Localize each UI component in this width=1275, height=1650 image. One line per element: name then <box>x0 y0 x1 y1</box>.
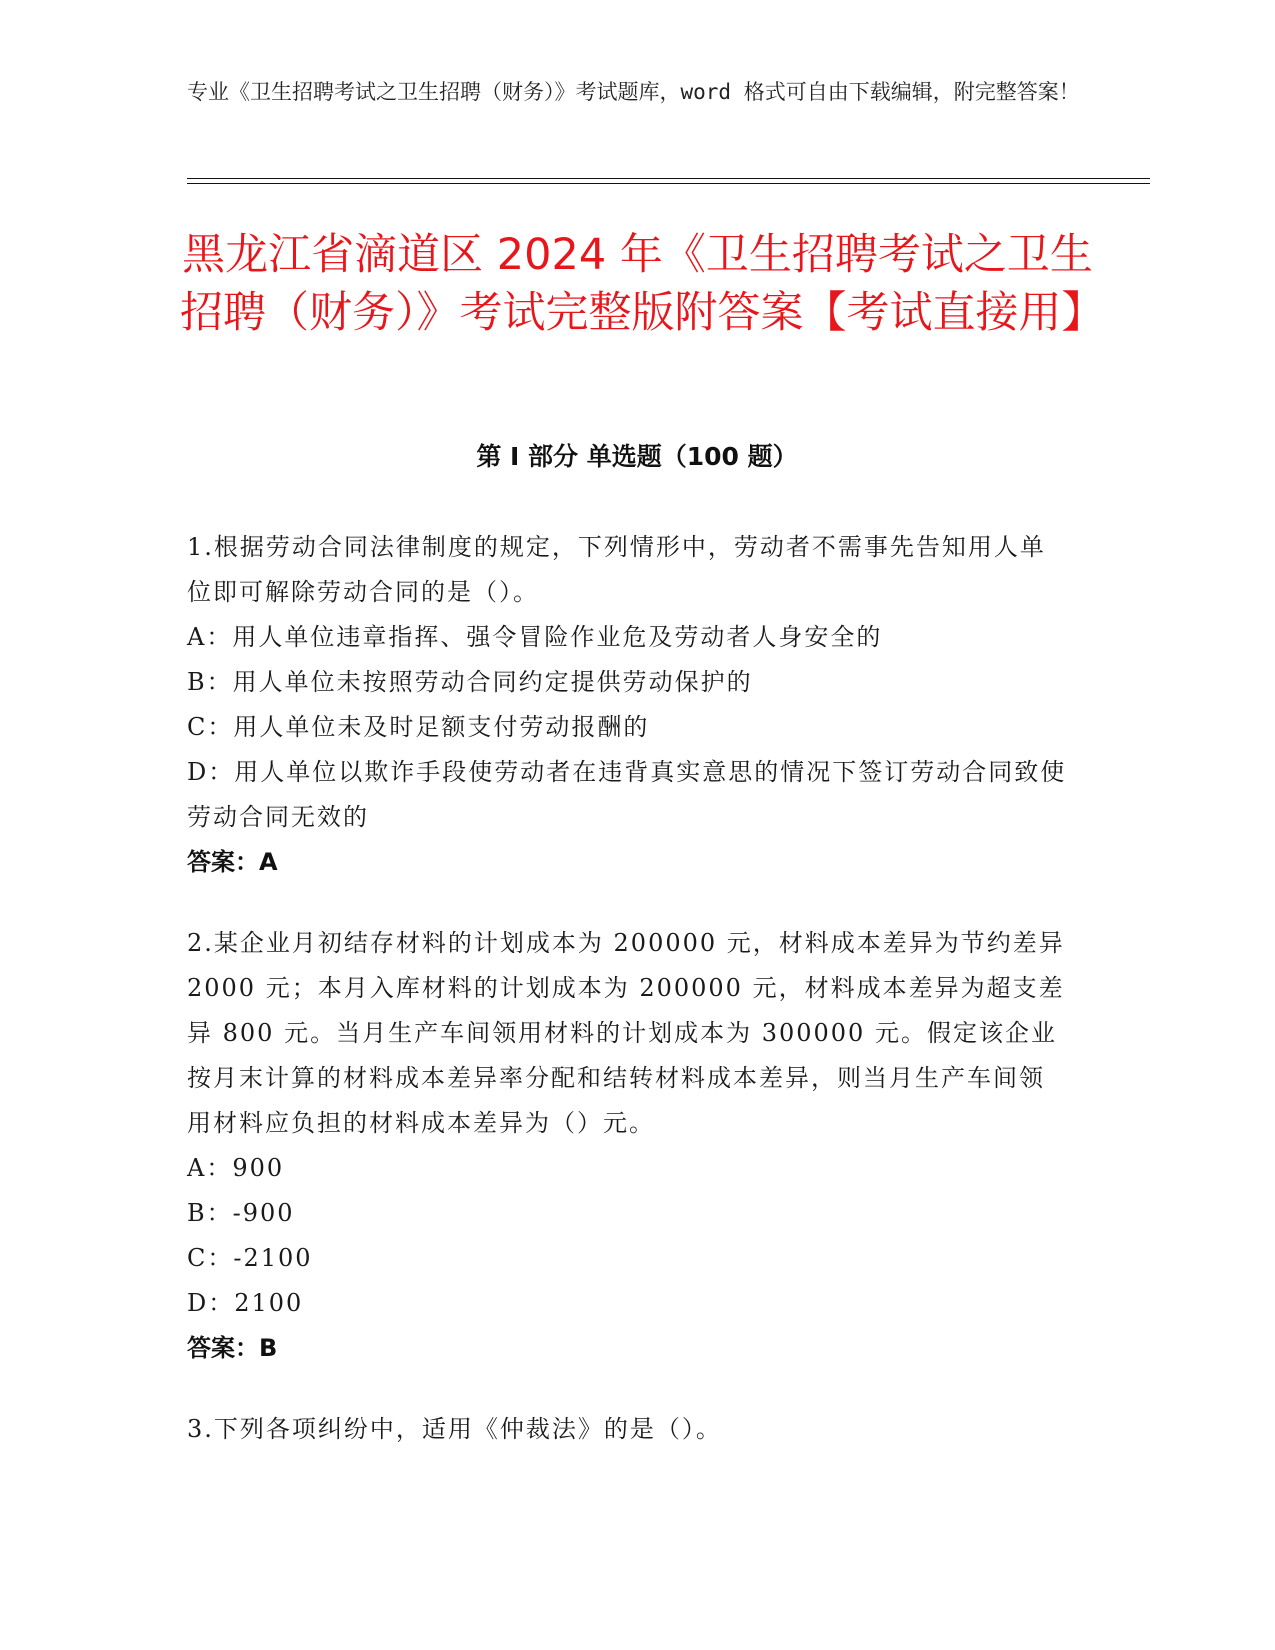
answer: 答案：B <box>187 1334 278 1362</box>
answer: 答案：A <box>187 848 278 876</box>
header-divider-bottom <box>187 183 1150 184</box>
option-c: C：-2100 <box>187 1244 313 1272</box>
option-d: D：用人单位以欺诈手段使劳动者在违背真实意思的情况下签订劳动合同致使劳动合同无效的 <box>187 758 1067 831</box>
option-b: B：用人单位未按照劳动合同约定提供劳动保护的 <box>187 668 753 696</box>
question-stem: 3.下列各项纠纷中，适用《仲裁法》的是（）。 <box>187 1415 722 1443</box>
question-stem: 1.根据劳动合同法律制度的规定，下列情形中，劳动者不需事先告知用人单位即可解除劳动合同的是（）。 <box>187 533 1046 606</box>
option-c: C：用人单位未及时足额支付劳动报酬的 <box>187 713 650 741</box>
header-divider-top <box>187 178 1150 179</box>
question-list <box>187 525 1067 1452</box>
option-a: A：用人单位违章指挥、强令冒险作业危及劳动者人身安全的 <box>187 623 883 651</box>
option-b: B：-900 <box>187 1199 295 1227</box>
question-3 <box>187 1407 1067 1452</box>
option-a: A：900 <box>187 1154 285 1182</box>
option-d: D：2100 <box>187 1289 304 1317</box>
question-spacer <box>187 885 1067 921</box>
question-2 <box>187 921 1067 1371</box>
section-title: 第 I 部分 单选题（100 题） <box>476 442 798 471</box>
question-1 <box>187 525 1067 885</box>
document-title: 黑龙江省滴道区 2024 年《卫生招聘考试之卫生招聘（财务）》考试完整版附答案【考试直接用】 <box>180 230 1105 338</box>
question-spacer <box>187 1371 1067 1407</box>
question-stem: 2.某企业月初结存材料的计划成本为 200000 元，材料成本差异为节约差异 2000 元；本月入库材料的计划成本为 200000 元，材料成本差异为超支差异 800 元。当月生产车间领用材料的计划成本为 300000 元。假定该企业按月末计算的材料成本差异率分配和结转材料成本差异，则当月生产车间领用材料应负担的材料成本差异为（）元。 <box>187 929 1065 1137</box>
header-note: 专业《卫生招聘考试之卫生招聘（财务）》考试题库，word 格式可自由下载编辑，附完整答案！ <box>187 80 1080 104</box>
